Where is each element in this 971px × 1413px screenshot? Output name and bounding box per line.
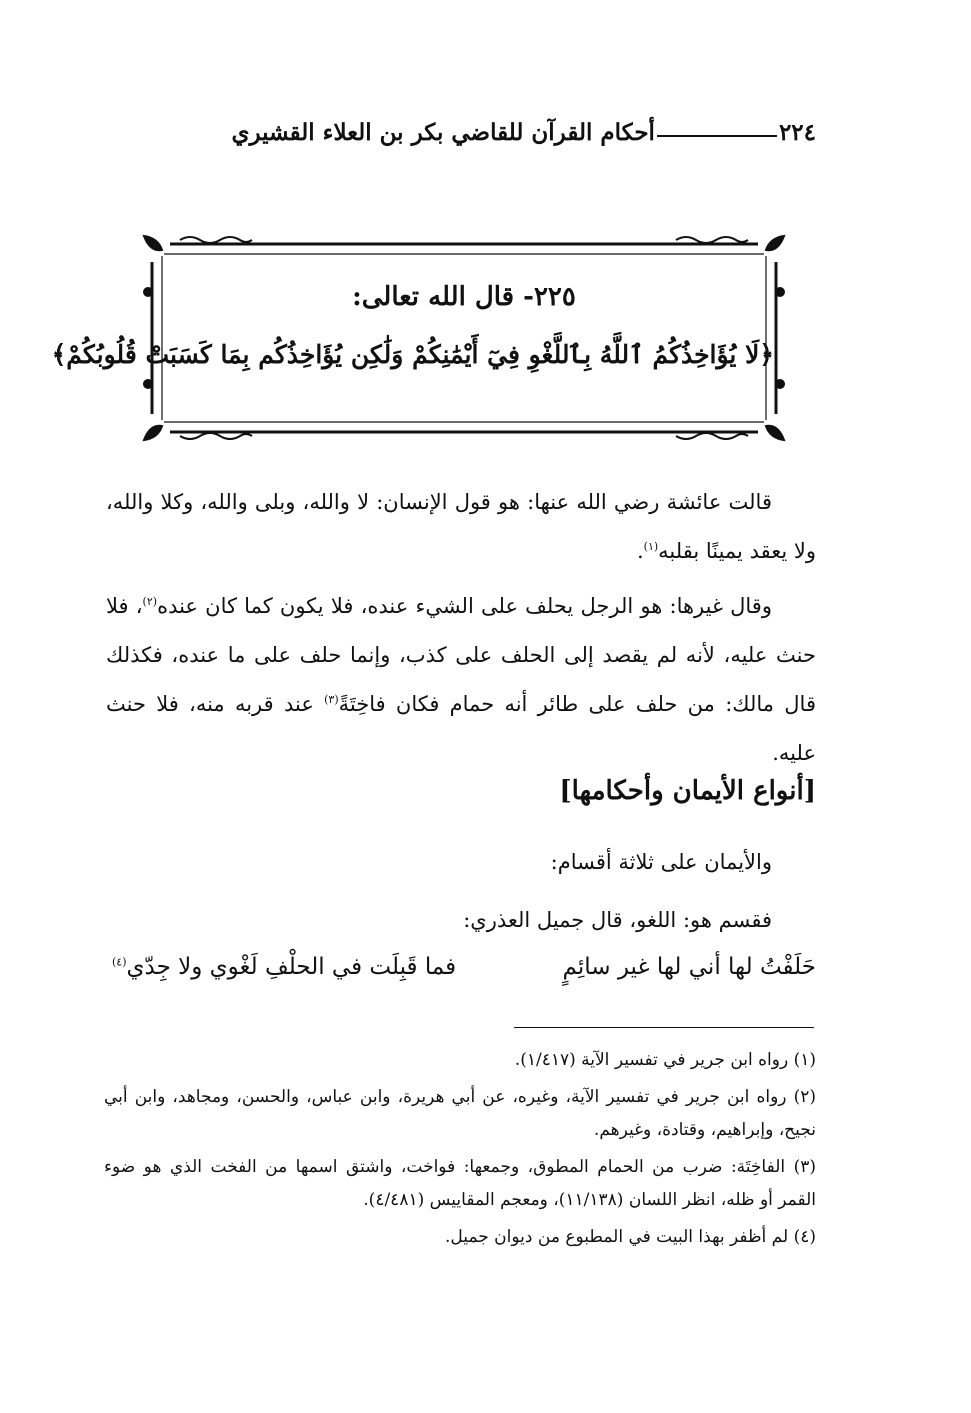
book-title: أحكام القرآن للقاضي بكر بن العلاء القشيري xyxy=(231,118,655,146)
header-rule xyxy=(657,135,777,137)
poem-hemistich-2: فما قَبِلَت في الحلْفِ لَغْوي ولا جِدّي xyxy=(126,954,457,980)
footnote-separator xyxy=(514,1027,814,1028)
poem-hemistich-2-wrap xyxy=(112,954,456,980)
footnote-ref: (٢) xyxy=(142,595,158,608)
footnote-2: (٢) رواه ابن جرير في تفسير الآية، وغيره، عن أبي هريرة، وابن عباس، والحسن، ومجاهد، وابن أبي نجيح، وإبراهيم، وقتادة، وغيرهم. xyxy=(104,1087,816,1140)
paragraph-text-b: ، فلا حنث عليه، لأنه لم يقصد إلى الحلف على كذب، وإنما حلف على ما عنده، فكذلك قال مالك: من حلف على طائر أنه حمام فكان فاخِتَةً xyxy=(106,594,816,716)
verse-frame xyxy=(51,232,788,444)
paragraph-others xyxy=(106,582,816,778)
footnote-4: (٤) لم أظفر بهذا البيت في المطبوع من ديوان جميل. xyxy=(445,1227,816,1247)
footnote-ref: (١) xyxy=(643,540,659,553)
section-heading: [أنواع الأيمان وأحكامها] xyxy=(559,776,816,806)
ornamental-border xyxy=(51,232,788,444)
paragraph-text-a: وقال غيرها: هو الرجل يحلف على الشيء عنده، فلا يكون كما كان عنده xyxy=(157,594,772,618)
poem-hemistich-1: حَلَفْتُ لها أني لها غير سائِمٍ xyxy=(562,954,816,980)
paragraph-text: قالت عائشة رضي الله عنها: هو قول الإنسان: لا والله، وبلى والله، وكلا والله، ولا يعقد يمينًا بقلبه xyxy=(106,490,816,563)
poem-verse xyxy=(106,954,816,994)
footnote-1: (١) رواه ابن جرير في تفسير الآية (١/٤١٧). xyxy=(514,1050,816,1070)
quran-verse: ﴿لَا يُؤَاخِذُكُمُ ٱللَّهُ بِٱللَّغْوِ فِيٓ أَيْمَٰنِكُمْ وَلَٰكِن يُؤَاخِذُكُم بِمَا كَسَبَتْ قُلُوبُكُمْ﴾ xyxy=(51,340,774,369)
footnotes xyxy=(104,1044,816,1258)
first-type-line: فقسم هو: اللغو، قال جميل العذري: xyxy=(463,908,772,932)
paragraph-aisha xyxy=(106,478,816,576)
footnote-ref: (٣) xyxy=(324,693,339,706)
running-header xyxy=(104,112,816,152)
page-number: ٢٢٤ xyxy=(778,118,816,146)
footnote-3: (٣) الفاخِتَة: ضرب من الحمام المطوق، وجمعها: فواخت، واشتق اسمها من الفخت الذي هو ضوء القمر أو ظله، انظر اللسان (١١/١٣٨)، ومعجم المقاييس (٤/٤٨١). xyxy=(104,1157,816,1210)
paragraph-end: . xyxy=(636,539,644,563)
paragraph-text-c: عند قربه منه، فلا حنث عليه. xyxy=(106,692,816,765)
oath-types-line: والأيمان على ثلاثة أقسام: xyxy=(550,850,772,874)
footnote-ref: (٤) xyxy=(112,955,127,969)
verse-number-heading: ٢٢٥- قال الله تعالى: xyxy=(352,282,576,312)
